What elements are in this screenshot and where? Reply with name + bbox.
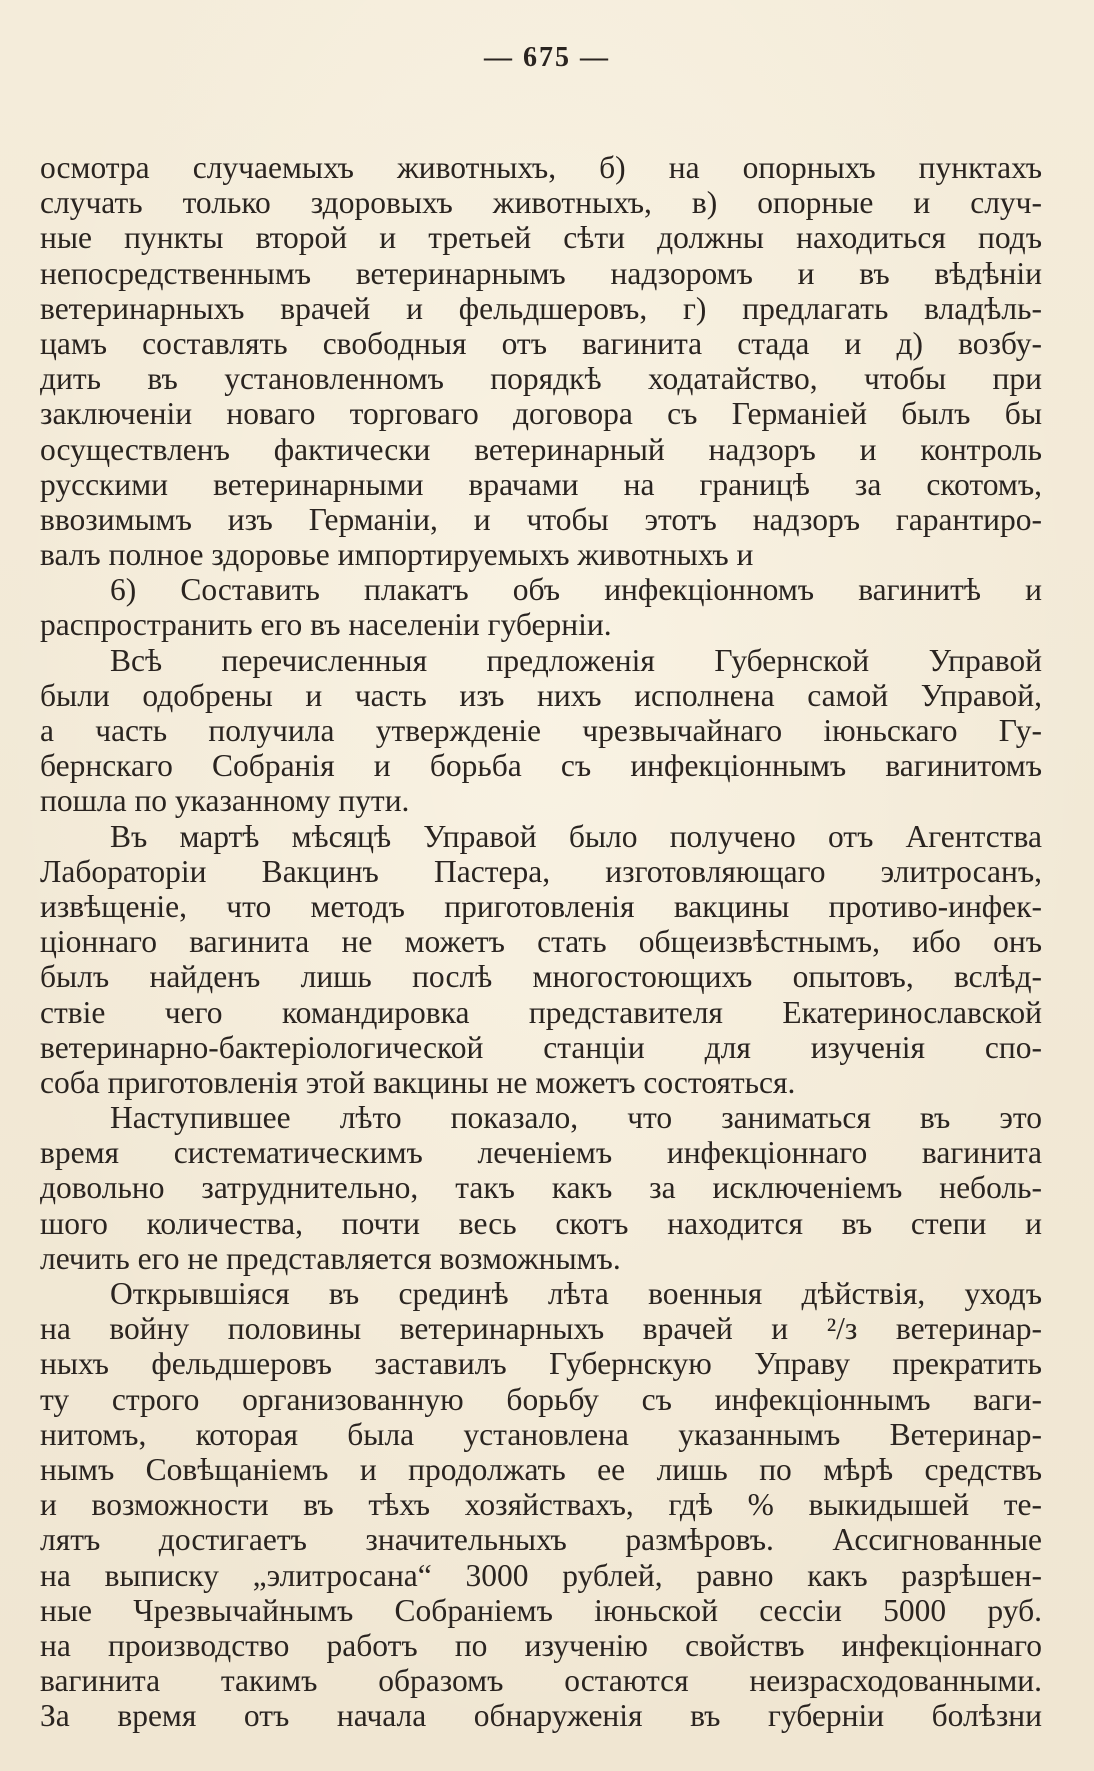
text-line: соба приготовленія этой вакцины не можетъ состояться. [40, 1064, 796, 1100]
text-line: случать только здоровыхъ животныхъ, в) опорные и случ- [40, 185, 1042, 221]
text-line: Лабораторіи Вакцинъ Пастера, изготовляющаго элитросанъ, [40, 853, 1042, 889]
text-line: были одобрены и часть изъ нихъ исполнена самой Управой, [40, 677, 1042, 713]
text-line: Въ мартѣ мѣсяцѣ Управой было получено отъ Агентства [110, 818, 1042, 854]
text-line: ствіе чего командировка представителя Екатеринославской [40, 994, 1042, 1030]
paragraph [40, 1276, 1042, 1733]
text-line: осуществленъ фактически ветеринарный надзоръ и контроль [40, 431, 1042, 467]
text-line: ные пункты второй и третьей сѣти должны находиться подъ [40, 220, 1042, 256]
text-line: распространить его въ населеніи губерніи. [40, 607, 612, 643]
text-line: осмотра случаемыхъ животныхъ, б) на опорныхъ пунктахъ [40, 150, 1042, 185]
text-line: и возможности въ тѣхъ хозяйствахъ, гдѣ % выкидышей те- [40, 1487, 1042, 1523]
text-line: довольно затруднительно, такъ какъ за исключеніемъ неболь- [40, 1170, 1042, 1206]
page-number: — 675 — [484, 42, 610, 73]
text-line: заключеніи новаго торговаго договора съ Германіей былъ бы [40, 396, 1042, 432]
paragraph [40, 1100, 1042, 1276]
paragraph [40, 643, 1042, 819]
text-line: непосредственнымъ ветеринарнымъ надзоромъ и въ вѣдѣніи [40, 255, 1042, 291]
text-line: нымъ Совѣщаніемъ и продолжать ее лишь по мѣрѣ средствъ [40, 1451, 1042, 1487]
text-line: ту строго организованную борьбу съ инфекціоннымъ ваги- [40, 1381, 1042, 1417]
text-line: былъ найденъ лишь послѣ многостоющихъ опытовъ, вслѣд- [40, 959, 1042, 995]
text-line: лятъ достигаетъ значительныхъ размѣровъ. Ассигнованные [40, 1522, 1042, 1558]
text-line: цамъ составлять свободныя отъ вагинита стада и д) возбу- [40, 325, 1042, 361]
body-text [40, 150, 1042, 1733]
text-line: на выписку „элитросана“ 3000 рублей, равно какъ разрѣшен- [40, 1557, 1042, 1593]
text-line: ціоннаго вагинита не можетъ стать общеизвѣстнымъ, ибо онъ [40, 924, 1042, 960]
text-line: Наступившее лѣто показало, что заниматься въ это [110, 1100, 1042, 1136]
text-line: ные Чрезвычайнымъ Собраніемъ іюньской сессіи 5000 руб. [40, 1592, 1042, 1628]
text-line: ныхъ фельдшеровъ заставилъ Губернскую Управу прекратить [40, 1346, 1042, 1382]
text-line: Всѣ перечисленныя предложенія Губернской Управой [110, 642, 1042, 678]
text-line: нитомъ, которая была установлена указаннымъ Ветеринар- [40, 1416, 1042, 1452]
text-line: на производство работъ по изученію свойствъ инфекціоннаго [40, 1627, 1042, 1663]
text-line: бернскаго Собранія и борьба съ инфекціоннымъ вагинитомъ [40, 748, 1042, 784]
paragraph [40, 819, 1042, 1101]
text-line: русскими ветеринарными врачами на границѣ за скотомъ, [40, 466, 1042, 502]
text-line: извѣщеніе, что методъ приготовленія вакцины противо-инфек- [40, 888, 1042, 924]
text-line: валъ полное здоровье импортируемыхъ животныхъ и [40, 537, 754, 573]
text-line: дить въ установленномъ порядкѣ ходатайство, чтобы при [40, 361, 1042, 397]
text-line: За время отъ начала обнаруженія въ губерніи болѣзни [40, 1698, 1042, 1734]
text-line: ввозимымъ изъ Германіи, и чтобы этотъ надзоръ гарантиро- [40, 501, 1042, 537]
text-line: на войну половины ветеринарныхъ врачей и ²/з ветеринар- [40, 1311, 1042, 1347]
text-line: лечить его не представляется возможнымъ. [40, 1240, 621, 1276]
text-line: Открывшіяся въ срединѣ лѣта военныя дѣйствія, уходъ [110, 1276, 1042, 1311]
text-line: ветеринарныхъ врачей и фельдшеровъ, г) предлагать владѣль- [40, 290, 1042, 326]
text-line: 6) Составить плакатъ объ инфекціонномъ вагинитѣ и [110, 572, 1042, 608]
paragraph [40, 572, 1042, 642]
text-line: вагинита такимъ образомъ остаются неизрасходованными. [40, 1663, 1042, 1699]
text-line: шого количества, почти весь скотъ находится въ степи и [40, 1205, 1042, 1241]
paragraph [40, 150, 1042, 572]
text-line: пошла по указанному пути. [40, 783, 410, 819]
text-line: ветеринарно-бактеріологической станціи для изученія спо- [40, 1029, 1042, 1065]
text-line: время систематическимъ леченіемъ инфекціоннаго вагинита [40, 1135, 1042, 1171]
text-line: а часть получила утвержденіе чрезвычайнаго іюньскаго Гу- [40, 713, 1042, 748]
